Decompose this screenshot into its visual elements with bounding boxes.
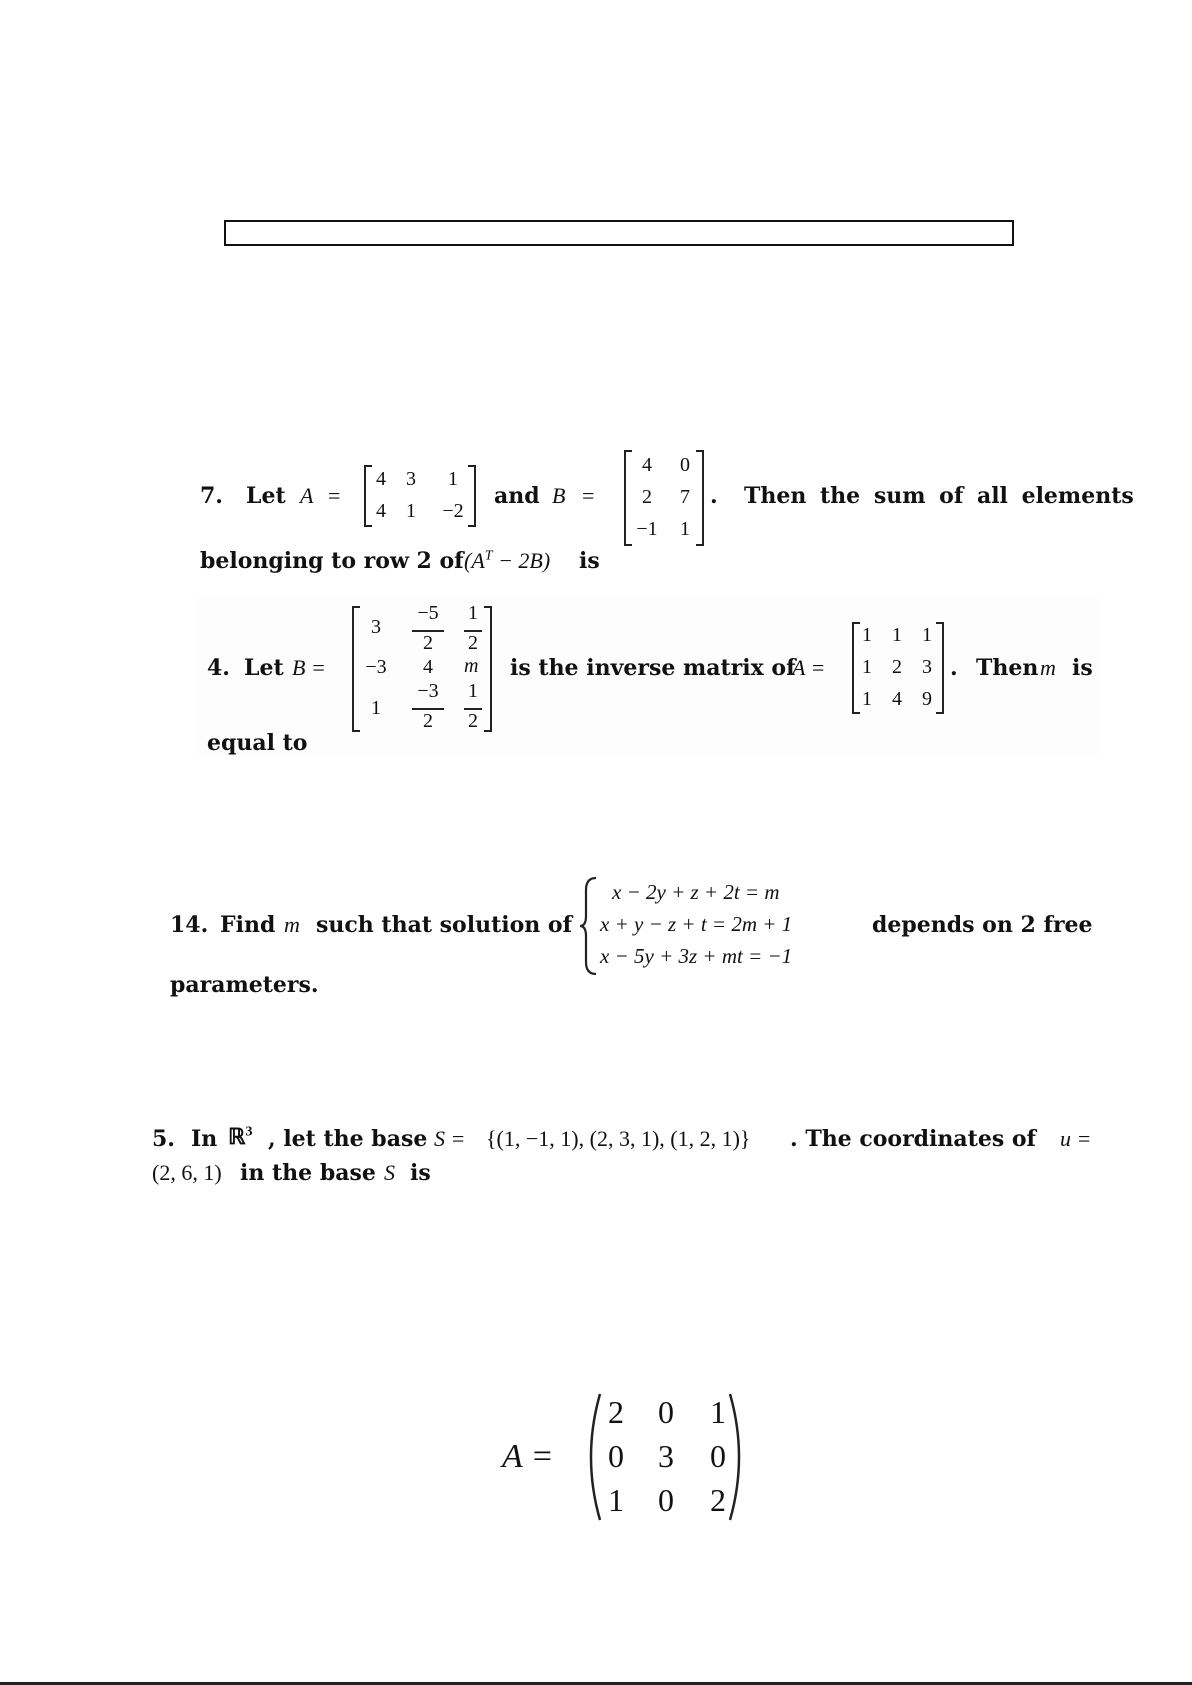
left-paren-icon [580, 1392, 604, 1522]
bottom-cell: 1 [710, 1394, 726, 1430]
q14-find: Find [220, 912, 276, 938]
bottom-cell: 0 [658, 1482, 674, 1518]
q7-and: and [494, 483, 540, 509]
q4-A-cell: 1 [862, 624, 872, 646]
q14-eq1: x − 2y + z + 2t = m [612, 880, 780, 904]
q4-A-cell: 9 [922, 688, 932, 710]
q4-A-cell: 1 [892, 624, 902, 646]
q5-u-eq: u = [1060, 1126, 1092, 1151]
q4-A-cell: 2 [892, 656, 902, 678]
q5-R-sup: 3 [245, 1124, 253, 1140]
q5-S: S [384, 1160, 395, 1185]
q7-let: Let [246, 483, 286, 509]
q4-frac-num: −5 [417, 602, 439, 624]
q7-number: 7. [200, 483, 223, 509]
q14-line2: parameters. [170, 972, 319, 998]
q4-B-eq: B = [292, 655, 326, 680]
q4-frac-den: 2 [423, 632, 433, 654]
q7-B-cell: 1 [680, 518, 690, 540]
q5-text1: , let the base [268, 1126, 428, 1152]
bottom-cell: 0 [608, 1438, 624, 1474]
q7-A-cell: 1 [406, 500, 416, 522]
q7-A-cell: 1 [448, 468, 458, 490]
q7-A-cell: 4 [376, 468, 386, 490]
q4-m: m [1040, 655, 1056, 680]
q7-expr-sup: T [484, 548, 493, 564]
q7-A-cell: 4 [376, 500, 386, 522]
q7-B-cell: 4 [642, 454, 652, 476]
q7-A-cell: 3 [406, 468, 416, 490]
q4-then: Then [976, 655, 1039, 681]
bottom-cell: 1 [608, 1482, 624, 1518]
q14-eq2: x + y − z + t = 2m + 1 [600, 912, 793, 936]
q4-is: is [1072, 655, 1093, 681]
q4-A-cell: 1 [862, 656, 872, 678]
q4-number: 4. [207, 655, 230, 681]
q7-line2-a: belonging to row 2 of [200, 548, 464, 574]
q14-eq3: x − 5y + 3z + mt = −1 [600, 944, 793, 968]
q7-B-cell: 7 [680, 486, 690, 508]
q4-text-mid: is the inverse matrix of [510, 655, 796, 681]
q5-vector: (2, 6, 1) [152, 1160, 222, 1185]
q4-period: . [950, 655, 958, 681]
bottom-cell: 0 [658, 1394, 674, 1430]
q7-eq-2: = [582, 483, 595, 508]
bottom-cell: 0 [710, 1438, 726, 1474]
q4-frac-den: 2 [468, 710, 478, 732]
bottom-cell: 3 [658, 1438, 674, 1474]
q4-A-cell: 1 [922, 624, 932, 646]
q4-A-cell: 1 [862, 688, 872, 710]
q4-B-cell: 3 [371, 616, 381, 638]
q7-B-cell: 0 [680, 454, 690, 476]
q5-S-eq: S = [434, 1126, 466, 1151]
q4-frac-den: 2 [468, 632, 478, 654]
q14-text: such that solution of [316, 912, 573, 938]
q7-B-var: B [552, 483, 566, 508]
q7-A-bracket-left [364, 465, 372, 527]
answer-box [224, 220, 1014, 246]
q5-is: is [410, 1160, 431, 1186]
q5-line2-text: in the base [240, 1160, 376, 1186]
q4-frac-den: 2 [423, 710, 433, 732]
q7-B-cell: −1 [636, 518, 658, 540]
q5-R-symbol: ℝ [228, 1124, 246, 1149]
left-brace-icon [578, 876, 600, 976]
q5-set: {(1, −1, 1), (2, 3, 1), (1, 2, 1)} [486, 1126, 751, 1151]
q4-B-bracket-right [484, 606, 492, 732]
q7-A-cell: −2 [442, 500, 464, 522]
q7-eq-1: = [328, 483, 341, 508]
q7-B-cell: 2 [642, 486, 652, 508]
q7-expr-close: − 2B) [498, 548, 551, 573]
q14-m: m [284, 912, 300, 937]
q5-text2: . The coordinates of [790, 1126, 1037, 1152]
bottom-A-eq: A = [502, 1438, 554, 1475]
q7-line2-is: is [579, 548, 600, 574]
q4-A-cell: 4 [892, 688, 902, 710]
q7-B-bracket-right [696, 450, 704, 546]
q4-line2: equal to [207, 730, 308, 756]
bottom-cell: 2 [710, 1482, 726, 1518]
q5-R [228, 1124, 252, 1150]
q7-period: . [710, 483, 718, 509]
q14-after: depends on 2 free [872, 912, 1093, 938]
q4-frac-num: 1 [468, 602, 478, 624]
q4-frac-num: 1 [468, 680, 478, 702]
q7-expr-open: (A [464, 548, 485, 573]
q5-number: 5. [152, 1126, 175, 1152]
q4-B-cell: 4 [423, 656, 433, 678]
q4-frac-num: −3 [417, 680, 439, 702]
q4-let: Let [244, 655, 284, 681]
q4-B-cell-m: m [464, 655, 479, 677]
q4-A-cell: 3 [922, 656, 932, 678]
bottom-cell: 2 [608, 1394, 624, 1430]
q4-A-eq: A = [792, 655, 826, 680]
q4-B-cell: −3 [365, 656, 387, 678]
q7-then: Then the sum of all elements [744, 483, 1134, 509]
q7-A-var: A [300, 483, 314, 508]
q7-line2-expr [464, 548, 550, 574]
q4-B-cell: 1 [371, 697, 381, 719]
q14-number: 14. [170, 912, 209, 938]
q5-in: In [191, 1126, 218, 1152]
